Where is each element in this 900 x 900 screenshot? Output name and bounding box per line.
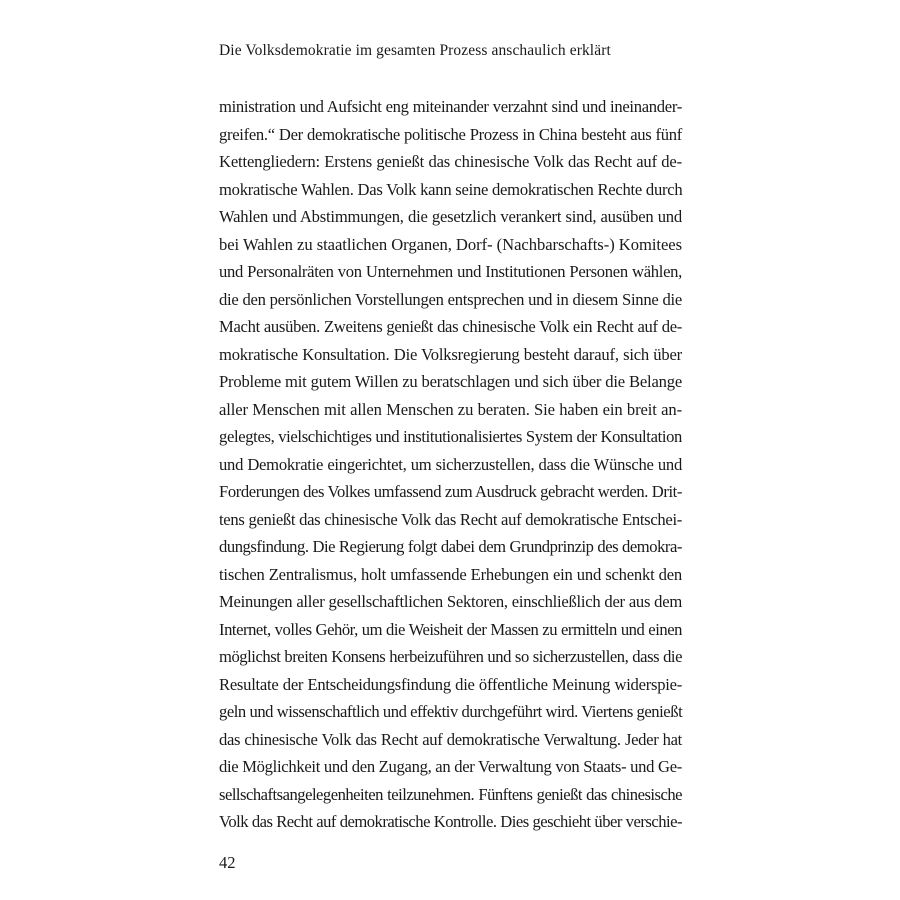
text-line: Forderungen des Volkes umfassend zum Ausdruck gebracht werden. Drit- <box>219 482 682 501</box>
text-line: und Personalräten von Unternehmen und Institutionen Personen wählen, <box>219 262 682 281</box>
text-line: das chinesische Volk das Recht auf demokratische Verwaltung. Jeder hat <box>219 729 682 749</box>
text-line: geln und wissenschaftlich und effektiv durchgeführt wird. Viertens genießt <box>219 702 683 721</box>
text-line: Resultate der Entscheidungsfindung die öffentliche Meinung widerspie- <box>219 674 682 694</box>
text-line: Meinungen aller gesellschaftlichen Sektoren, einschließlich der aus dem <box>219 592 682 611</box>
text-line: möglichst breiten Konsens herbeizuführen und so sicherzustellen, dass die <box>219 647 682 666</box>
text-line: Kettengliedern: Erstens genießt das chinesische Volk das Recht auf de- <box>219 152 682 171</box>
text-line: mokratische Wahlen. Das Volk kann seine demokratischen Rechte durch <box>219 179 683 199</box>
text-line: dungsfindung. Die Regierung folgt dabei dem Grundprinzip des demokra- <box>219 537 682 556</box>
text-line: gelegtes, vielschichtiges und institutionalisiertes System der Konsultation <box>219 427 682 446</box>
page-number: 42 <box>219 853 236 872</box>
text-line: greifen.“ Der demokratische politische Prozess in China besteht aus fünf <box>219 124 682 144</box>
text-line: Wahlen und Abstimmungen, die gesetzlich verankert sind, ausüben und <box>219 207 682 226</box>
text-line: die den persönlichen Vorstellungen entsprechen und in diesem Sinne die <box>219 289 682 309</box>
text-line: aller Menschen mit allen Menschen zu beraten. Sie haben ein breit an- <box>219 399 682 419</box>
text-line: Volk das Recht auf demokratische Kontrolle. Dies geschieht über verschie- <box>219 812 682 831</box>
text-line: ministration und Aufsicht eng miteinander verzahnt sind und ineinander- <box>219 97 682 116</box>
text-line: Probleme mit gutem Willen zu beratschlagen und sich über die Belange <box>219 372 682 391</box>
text-line: und Demokratie eingerichtet, um sicherzustellen, dass die Wünsche und <box>219 454 682 474</box>
text-line: sellschaftsangelegenheiten teilzunehmen. Fünftens genießt das chinesische <box>219 784 682 804</box>
text-line: Internet, volles Gehör, um die Weisheit der Massen zu ermitteln und einen <box>219 619 682 639</box>
text-line: tischen Zentralismus, holt umfassende Erhebungen ein und schenkt den <box>219 564 682 584</box>
text-line: tens genießt das chinesische Volk das Recht auf demokratische Entschei- <box>219 509 682 529</box>
body-paragraph <box>219 93 682 836</box>
text-line: die Möglichkeit und den Zugang, an der Verwaltung von Staats- und Ge- <box>219 757 682 776</box>
text-line: mokratische Konsultation. Die Volksregierung besteht darauf, sich über <box>219 344 682 364</box>
text-line: Macht ausüben. Zweitens genießt das chinesische Volk ein Recht auf de- <box>219 317 682 336</box>
text-line: bei Wahlen zu staatlichen Organen, Dorf- (Nachbarschafts-) Komitees <box>219 234 682 254</box>
running-header: Die Volksdemokratie im gesamten Prozess anschaulich erklärt <box>219 42 611 59</box>
